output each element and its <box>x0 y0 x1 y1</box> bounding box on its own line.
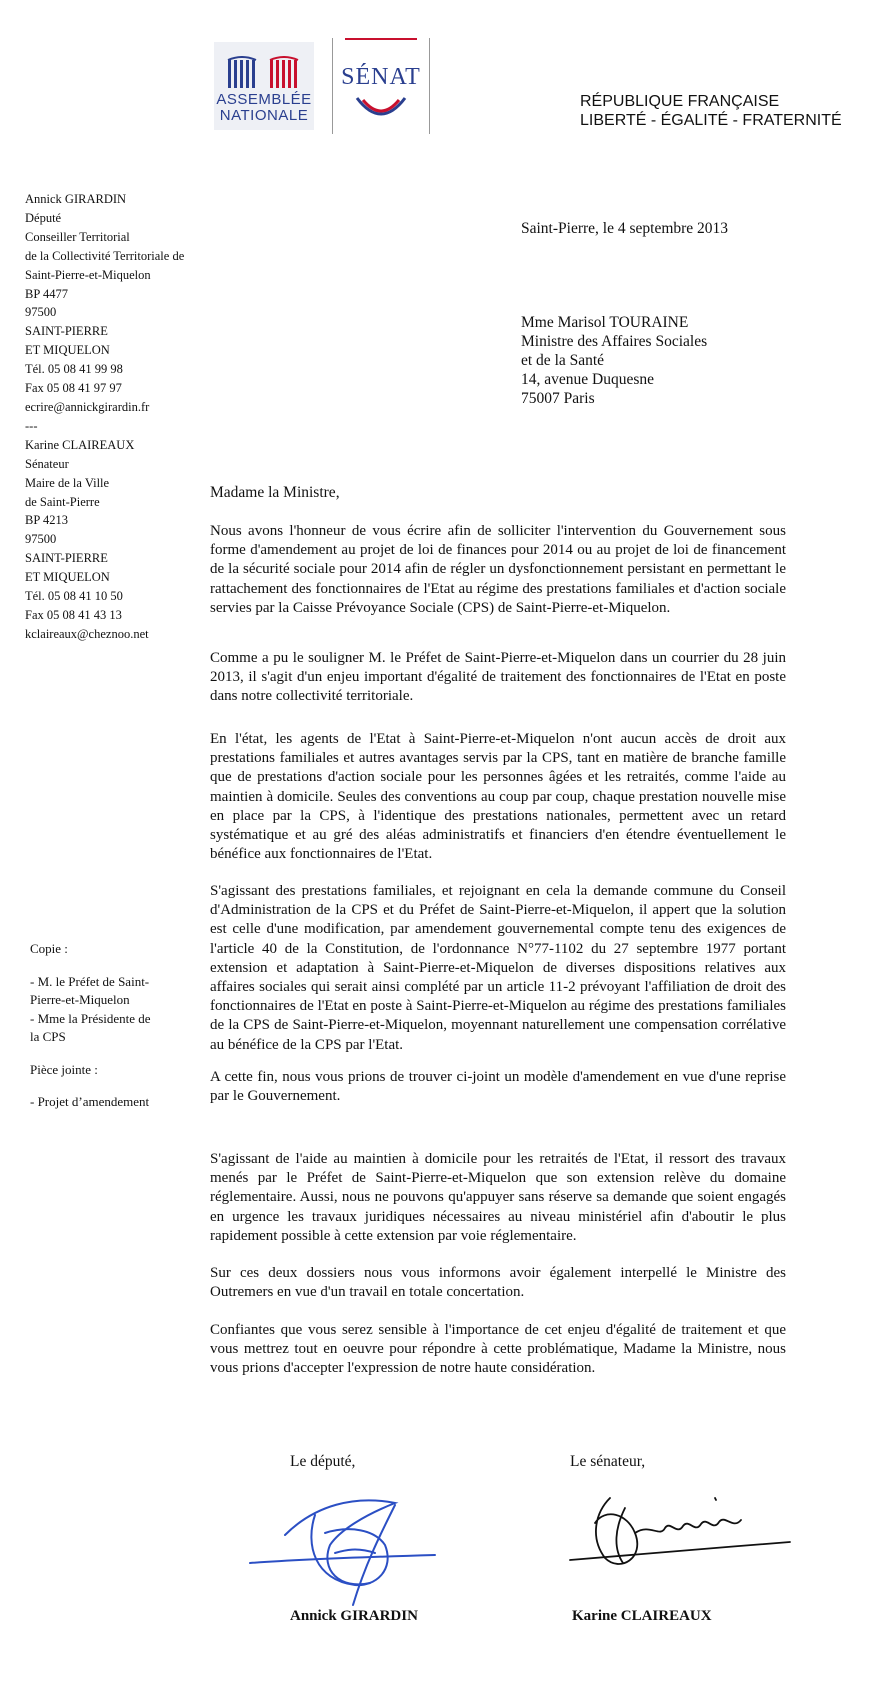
sidebar-line: Saint-Pierre-et-Miquelon <box>25 267 151 282</box>
copy-item: - M. le Préfet de Saint- <box>30 973 150 989</box>
assemblee-nationale-logo <box>214 42 314 130</box>
sidebar-line: SAINT-PIERRE <box>25 551 108 566</box>
right-signatory-name: Karine CLAIREAUX <box>572 1608 712 1624</box>
girardin-signature-icon <box>245 1475 445 1615</box>
copy-title: Copie : <box>30 941 68 956</box>
sidebar-line: Sénateur <box>25 456 69 471</box>
sidebar-line: Conseiller Territorial <box>25 229 130 244</box>
sidebar-line: Fax 05 08 41 97 97 <box>25 381 122 396</box>
assemblee-line-2: NATIONALE <box>219 107 309 124</box>
paragraph-3: En l'état, les agents de l'Etat à Saint-Pierre-et-Miquelon n'ont aucun accès de droit aux prestations familiales et autres avantages servis par la CPS, tant en matière de branche famille que de prestations d'action sociale pour les personnes âgées et les retraités, comme l'aide au maintien à domicile. Seules des conventions au coup par coup, chaque prestation nouvelle mise en place par la CPS, à l'identique des prestations nationales, permettent avec un retard systématique et au gré des aléas administratifs et financiers d'en étendre éventuellement le bénéfice aux fonctionnaires de l'Etat. <box>210 731 786 863</box>
recipient-line: 75007 Paris <box>521 390 595 407</box>
sidebar-line: de Saint-Pierre <box>25 494 100 509</box>
sidebar-line: SAINT-PIERRE <box>25 324 108 339</box>
assemblee-line-1: ASSEMBLÉE <box>216 91 312 108</box>
sidebar-line: ET MIQUELON <box>25 343 110 358</box>
recipient-line: Ministre des Affaires Sociales <box>521 333 708 350</box>
paragraph-2: Comme a pu le souligner M. le Préfet de Saint-Pierre-et-Miquelon dans un courrier du 28 juin 2013, il s'agit d'un enjeu important d'égalité de traitement des fonctionnaires de l'Etat en poste dans notre collectivité territoriale. <box>210 650 786 705</box>
claireaux-signature-icon <box>565 1478 795 1588</box>
sidebar-line: Tél. 05 08 41 10 50 <box>25 589 123 604</box>
recipient-address <box>521 313 707 408</box>
assemblee-bars-icon <box>226 56 302 92</box>
sidebar-line: Fax 05 08 41 43 13 <box>25 607 122 622</box>
sidebar-line: kclaireaux@cheznoo.net <box>25 626 149 641</box>
republic-motto <box>580 92 870 130</box>
senat-logo <box>332 38 430 134</box>
copy-item: - Mme la Présidente de <box>30 1010 151 1026</box>
senat-red-line <box>345 38 417 40</box>
copy-block <box>30 940 210 1112</box>
assemblee-text <box>214 92 314 124</box>
paragraph-7: Sur ces deux dossiers nous vous informons avoir également interpellé le Ministre des Outremers en vue d'un travail en totale concertation. <box>210 1265 786 1301</box>
paragraph-1: Nous avons l'honneur de vous écrire afin de solliciter l'intervention du Gouvernement sous forme d'amendement au projet de loi de finances pour 2014 ou au projet de loi de financement de la sécurité sociale pour 2014 afin de régler un dysfonctionnement persistant en permettant le rattachement des fonctionnaires de l'Etat au régime des prestations familiales et d'action sociale servies par la Caisse Prévoyance Sociale (CPS) de Saint-Pierre-et-Miquelon. <box>210 523 786 616</box>
sidebar-line: ET MIQUELON <box>25 570 110 585</box>
letter-date: Saint-Pierre, le 4 septembre 2013 <box>521 220 729 237</box>
recipient-line: et de la Santé <box>521 352 605 369</box>
republic-line-2: LIBERTÉ - ÉGALITÉ - FRATERNITÉ <box>580 112 842 129</box>
sidebar-line: 97500 <box>25 305 57 320</box>
left-signatory-name: Annick GIRARDIN <box>290 1608 418 1624</box>
sidebar-line: de la Collectivité Territoriale de <box>25 248 185 263</box>
sidebar-line: BP 4477 <box>25 286 68 301</box>
sidebar-line: BP 4213 <box>25 513 68 528</box>
left-signature-label: Le député, <box>290 1453 356 1470</box>
paragraph-8: Confiantes que vous serez sensible à l'importance de cet enjeu d'égalité de traitement et que vous mettrez tout en oeuvre pour répondre à cette problématique, Madame la Ministre, nous vous prions d'accepter l'expression de notre haute considération. <box>210 1322 786 1377</box>
copy-item: la CPS <box>30 1029 66 1044</box>
sidebar-line: --- <box>25 418 38 433</box>
sidebar-line: Tél. 05 08 41 99 98 <box>25 362 123 377</box>
salutation: Madame la Ministre, <box>210 484 340 501</box>
sidebar-line: ecrire@annickgirardin.fr <box>25 399 150 414</box>
recipient-line: 14, avenue Duquesne <box>521 371 654 388</box>
paragraph-4: S'agissant des prestations familiales, et rejoignant en cela la demande commune du Conseil d'Administration de la CPS et du Préfet de Saint-Pierre-et-Miquelon, il appert que la solution est celle d'une modification, par amendement gouvernemental compte tenu des exigences de l'article 40 de la Constitution, de l'ordonnance N°77-1102 du 27 septembre 1977 portant extension et adaptation à Saint-Pierre-et-Miquelon de diverses dispositions relatives aux affaires sociales qui serait ainsi complété par un article 11-2 prévoyant l'affiliation de droit des fonctionnaires de l'Etat en poste à Saint-Pierre-et-Miquelon au régime des prestations familiales de la CPS de Saint-Pierre-et-Miquelon, moyennant naturellement une compensation corrélative au bénéfice de la CPS par l'Etat. <box>210 883 786 1053</box>
sidebar-line: Député <box>25 210 62 225</box>
recipient-line: Mme Marisol TOURAINE <box>521 314 689 331</box>
republic-line-1: RÉPUBLIQUE FRANÇAISE <box>580 93 780 110</box>
attachment-item: - Projet d’amendement <box>30 1094 150 1109</box>
sidebar-line: Karine CLAIREAUX <box>25 437 135 452</box>
right-signature-label: Le sénateur, <box>570 1453 646 1470</box>
sender-sidebar <box>25 190 215 644</box>
senat-word: SÉNAT <box>341 64 421 90</box>
sidebar-line: 97500 <box>25 532 57 547</box>
paragraph-5: A cette fin, nous vous prions de trouver ci-joint un modèle d'amendement en vue d'une reprise par le Gouvernement. <box>210 1069 786 1105</box>
sidebar-line: Annick GIRARDIN <box>25 192 127 206</box>
attachment-title: Pièce jointe : <box>30 1061 98 1077</box>
copy-item: Pierre-et-Miquelon <box>30 992 130 1007</box>
paragraph-6: S'agissant de l'aide au maintien à domicile pour les retraités de l'Etat, il ressort des travaux menés par le Préfet de Saint-Pierre-et-Miquelon que son extension relève du domaine réglementaire. Aussi, nous ne pouvons qu'appuyer sans réserve sa demande que soient engagés en urgence les travaux juridiques nécessaires au niveau ministériel afin d'aboutir le plus rapidement possible à cette extension par voie réglementaire. <box>210 1151 786 1244</box>
sidebar-line: Maire de la Ville <box>25 475 110 490</box>
senat-arc-icon <box>351 92 411 132</box>
